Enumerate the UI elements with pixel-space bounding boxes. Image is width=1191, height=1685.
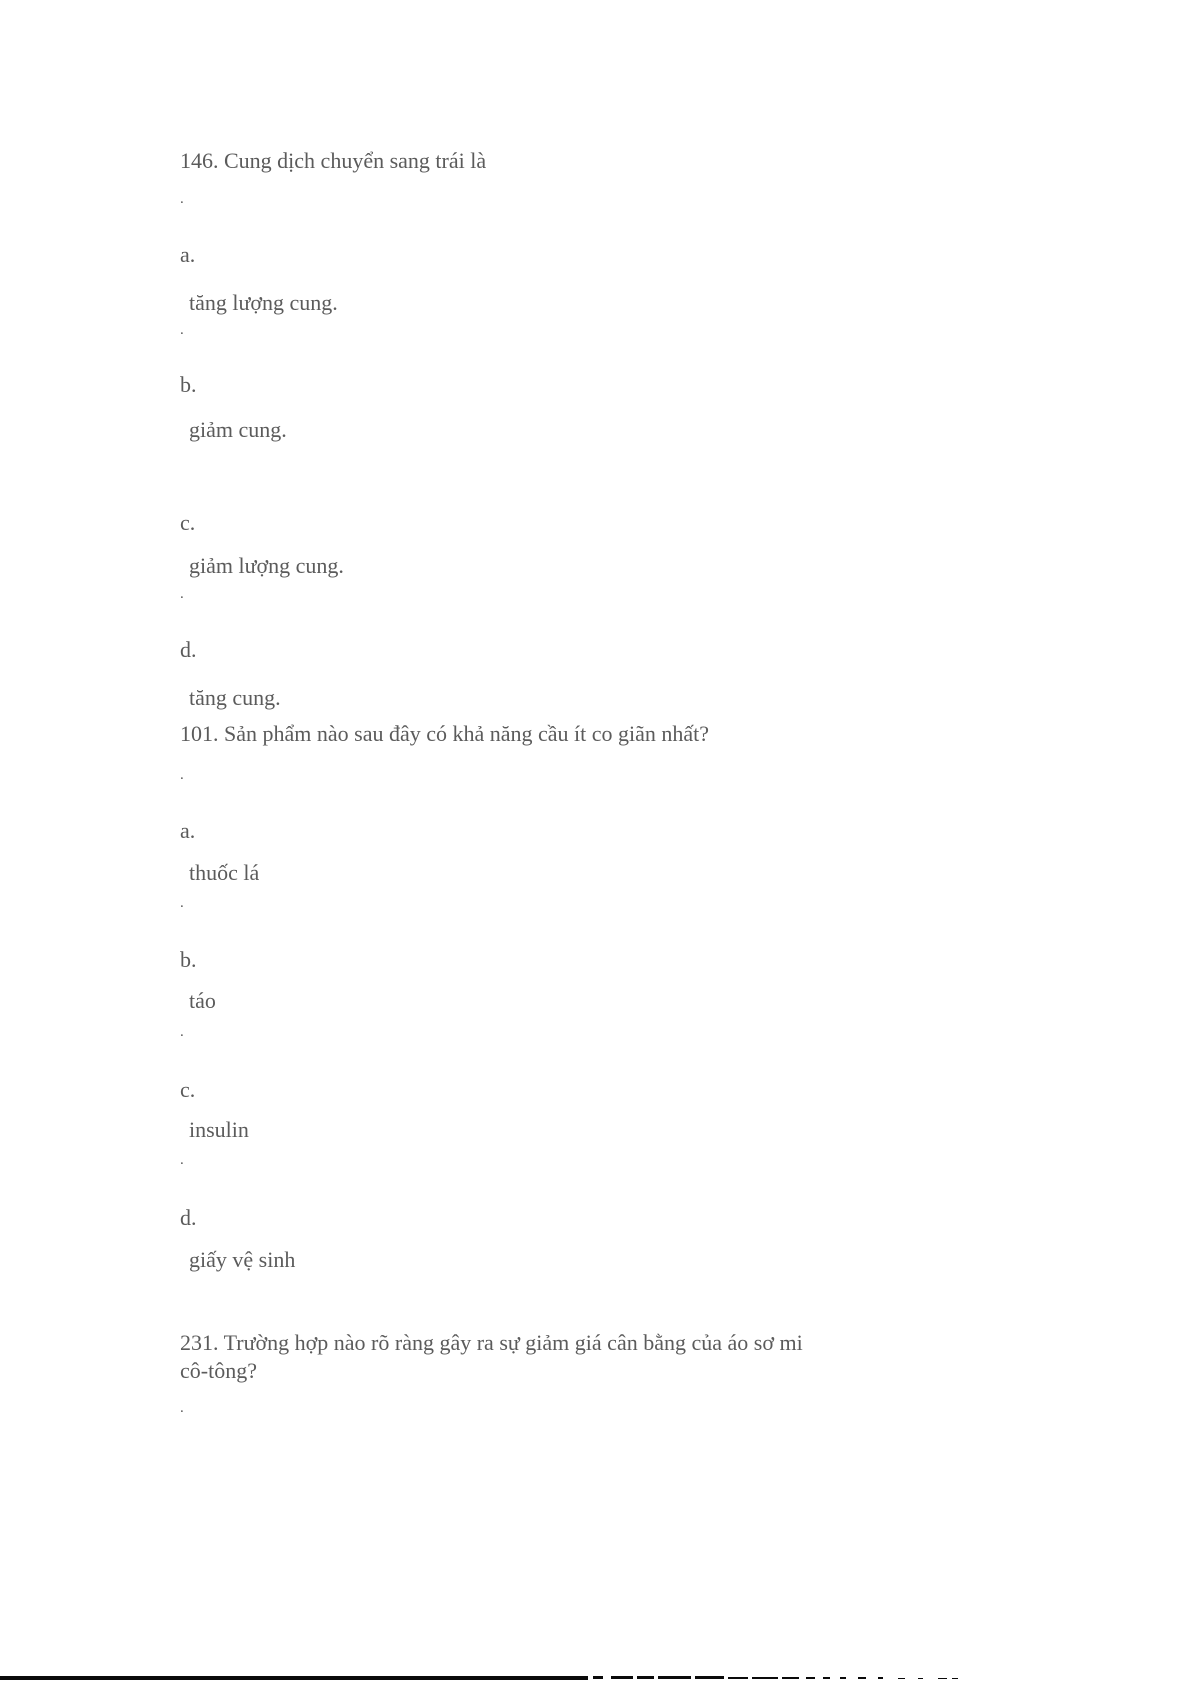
question-101-option-c-label: insulin xyxy=(189,1117,249,1142)
strip-fragment xyxy=(840,1677,846,1679)
separator-dot: . xyxy=(180,322,184,338)
question-101-option-c-letter: c. xyxy=(180,1077,196,1102)
question-146-option-b-letter: b. xyxy=(180,372,197,397)
strip-fragment xyxy=(938,1678,947,1679)
question-231-prompt-line-1: 231. Trường hợp nào rõ ràng gây ra sự giảm giá cân bằng của áo sơ mi xyxy=(180,1330,803,1355)
strip-fragment xyxy=(593,1676,603,1679)
question-101-option-b-letter: b. xyxy=(180,947,197,972)
strip-fragment xyxy=(782,1677,799,1679)
separator-dot: . xyxy=(180,895,184,911)
strip-fragment xyxy=(752,1677,778,1679)
strip-fragment xyxy=(918,1678,923,1679)
question-101-option-a-label: thuốc lá xyxy=(189,860,260,885)
strip-fragment xyxy=(952,1678,958,1679)
question-146-option-b-label: giảm cung. xyxy=(189,417,287,442)
strip-fragment xyxy=(823,1677,830,1679)
strip-fragment xyxy=(878,1677,883,1679)
separator-dot: . xyxy=(180,586,184,602)
strip-fragment xyxy=(898,1678,905,1679)
question-146-option-c-label: giảm lượng cung. xyxy=(189,553,344,578)
strip-fragment xyxy=(611,1676,633,1679)
separator-dot: . xyxy=(180,1152,184,1168)
question-146-option-d-letter: d. xyxy=(180,637,197,662)
separator-dot: . xyxy=(180,1024,184,1040)
question-146-option-c-letter: c. xyxy=(180,510,196,535)
strip-fragment xyxy=(637,1676,654,1679)
strip-fragment xyxy=(658,1676,691,1679)
question-146-option-a-letter: a. xyxy=(180,242,196,267)
strip-fragment xyxy=(806,1677,815,1679)
question-146-prompt: 146. Cung dịch chuyển sang trái là xyxy=(180,148,487,173)
question-101-option-b-label: táo xyxy=(189,988,216,1013)
strip-fragment xyxy=(695,1676,724,1679)
question-146-option-a-label: tăng lượng cung. xyxy=(189,290,338,315)
question-231-prompt-line-2: cô-tông? xyxy=(180,1358,257,1383)
question-101-option-d-letter: d. xyxy=(180,1205,197,1230)
separator-dot: . xyxy=(180,191,184,207)
separator-dot: . xyxy=(180,767,184,783)
question-146-option-d-label: tăng cung. xyxy=(189,685,281,710)
strip-fragment xyxy=(0,1676,588,1680)
strip-fragment xyxy=(728,1677,748,1679)
question-101-option-a-letter: a. xyxy=(180,818,196,843)
strip-fragment xyxy=(858,1677,866,1679)
separator-dot: . xyxy=(180,1400,184,1416)
question-101-option-d-label: giấy vệ sinh xyxy=(189,1247,296,1272)
truncated-content-strip xyxy=(0,1676,1191,1682)
question-101-prompt: 101. Sản phẩm nào sau đây có khả năng cầu ít co giãn nhất? xyxy=(180,721,710,746)
